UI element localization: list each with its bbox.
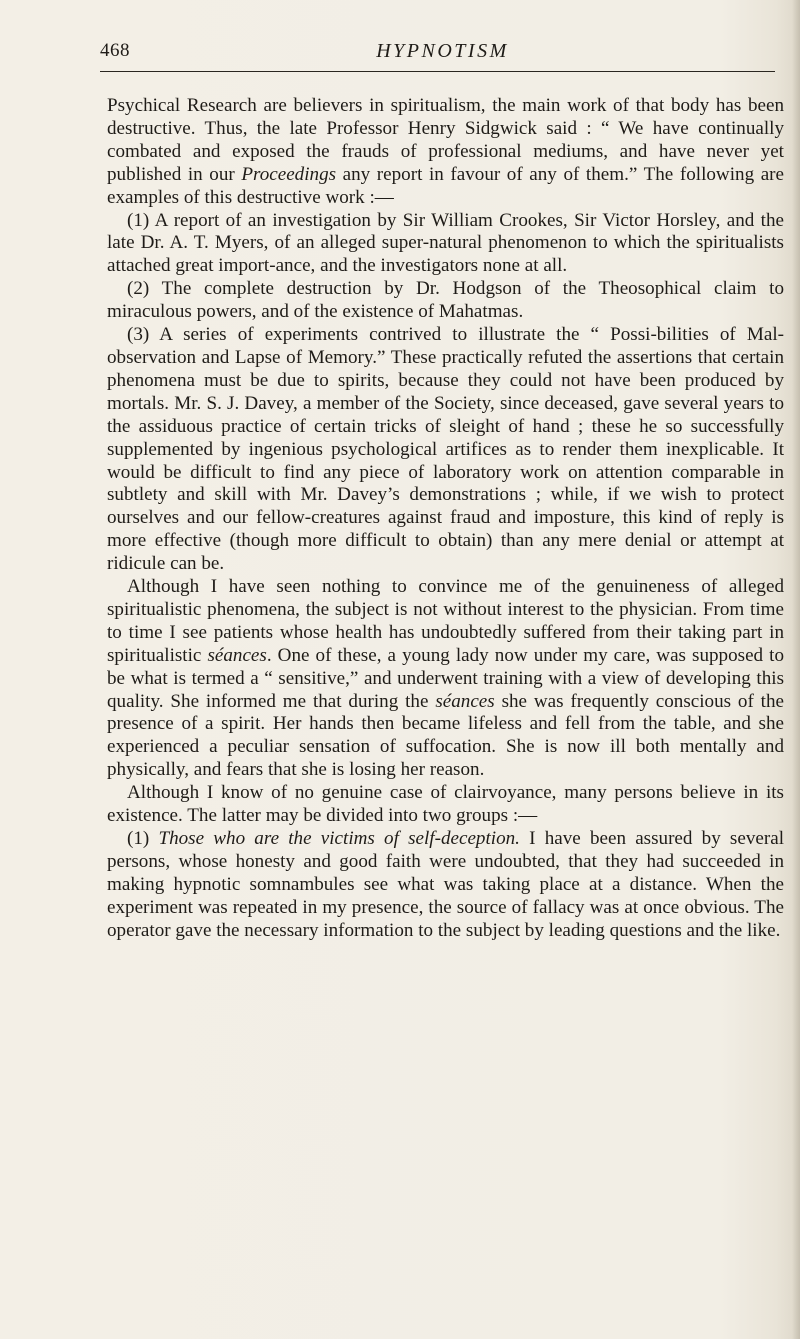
italic-text-run: séances — [435, 690, 495, 712]
text-run: Although I have seen nothing to convince me of the genuineness of alleged spiritualistic phenomena, the subject is not without interest to the physician. From time to time I see patients whose health has undoubtedly suffered from their taking part in spiritualistic — [107, 576, 784, 666]
page-edge-shadow — [792, 0, 800, 1339]
header-rule — [100, 71, 775, 72]
italic-text-run: Those who are the victims of self-deception. — [158, 828, 520, 849]
running-head: HYPNOTISM — [376, 40, 509, 62]
italic-text-run: séances — [207, 644, 267, 666]
paragraph-item-2 — [107, 278, 784, 324]
paragraph-item-1 — [107, 210, 784, 279]
paragraph-continuation — [107, 95, 784, 210]
paragraph-group-1 — [107, 828, 784, 943]
paragraph-item-3 — [107, 324, 784, 576]
paragraph-clairvoyance — [107, 782, 784, 828]
text-run: Psychical Research are believers in spiritualism, the main work of that body has been destructive. Thus, the late Professor Henry Sidgwick said : “ We have continually combated and exposed the frauds of professional mediums, and have never yet published in our — [107, 95, 784, 185]
page-number: 468 — [100, 40, 130, 61]
text-run: she was frequently conscious of the presence of a spirit. Her hands then became lifeless and fell from the table, and she experienced a peculiar sensation of suffocation. She is now ill both mentally and physically, and fears that she is losing her reason. — [107, 690, 784, 781]
text-run: (1) A report of an investigation by Sir William Crookes, Sir Victor Horsley, and the late Dr. A. T. Myers, of an alleged super-natural phenomenon to which the spiritualists attached great import-ance, and the investigators none at all. — [107, 209, 784, 277]
text-run: I have been assured by several persons, whose honesty and good faith were undoubted, that they had succeeded in making hypnotic somnambules see what was taking place at a distance. When the experiment was repeated in my presence, the source of fallacy was at once obvious. The operator gave the necessary information to the subject by leading questions and the like. — [107, 828, 784, 941]
text-run: (2) The complete destruction by Dr. Hodgson of the Theosophical claim to miraculous powers, and of the existence of Mahatmas. — [107, 278, 784, 323]
text-run: any report in favour of any of them.” The following are examples of this destructive work :— — [107, 163, 784, 208]
paragraph-seances — [107, 576, 784, 782]
text-run: (1) — [127, 828, 159, 849]
body-text — [107, 95, 784, 943]
text-run: . One of these, a young lady now under my care, was supposed to be what is termed a “ sensitive,” and underwent training with a view of developing this quality. She informed me that during the — [107, 644, 785, 712]
text-run: (3) A series of experiments contrived to illustrate the “ Possi-bilities of Mal-observation and Lapse of Memory.” These practically refuted the assertions that certain phenomena must be due to spirits, because they could not have been produced by mortals. Mr. S. J. Davey, a member of the Society, since deceased, gave several years to the assiduous practice of certain tricks of sleight of hand ; these he so successfully supplemented by ingenious psychological artifices as to render them inexplicable. It would be difficult to find any piece of laboratory work on attention comparable in subtlety and skill with Mr. Davey’s demonstrations ; while, if we wish to protect ourselves and our fellow-creatures against fraud and imposture, this kind of reply is more effective (though more difficult to obtain) than any mere denial or attempt at ridicule can be. — [107, 324, 784, 575]
text-run: Although I know of no genuine case of clairvoyance, many persons believe in its existence. The latter may be divided into two groups :— — [107, 782, 784, 827]
italic-text-run: Proceedings — [241, 163, 337, 185]
